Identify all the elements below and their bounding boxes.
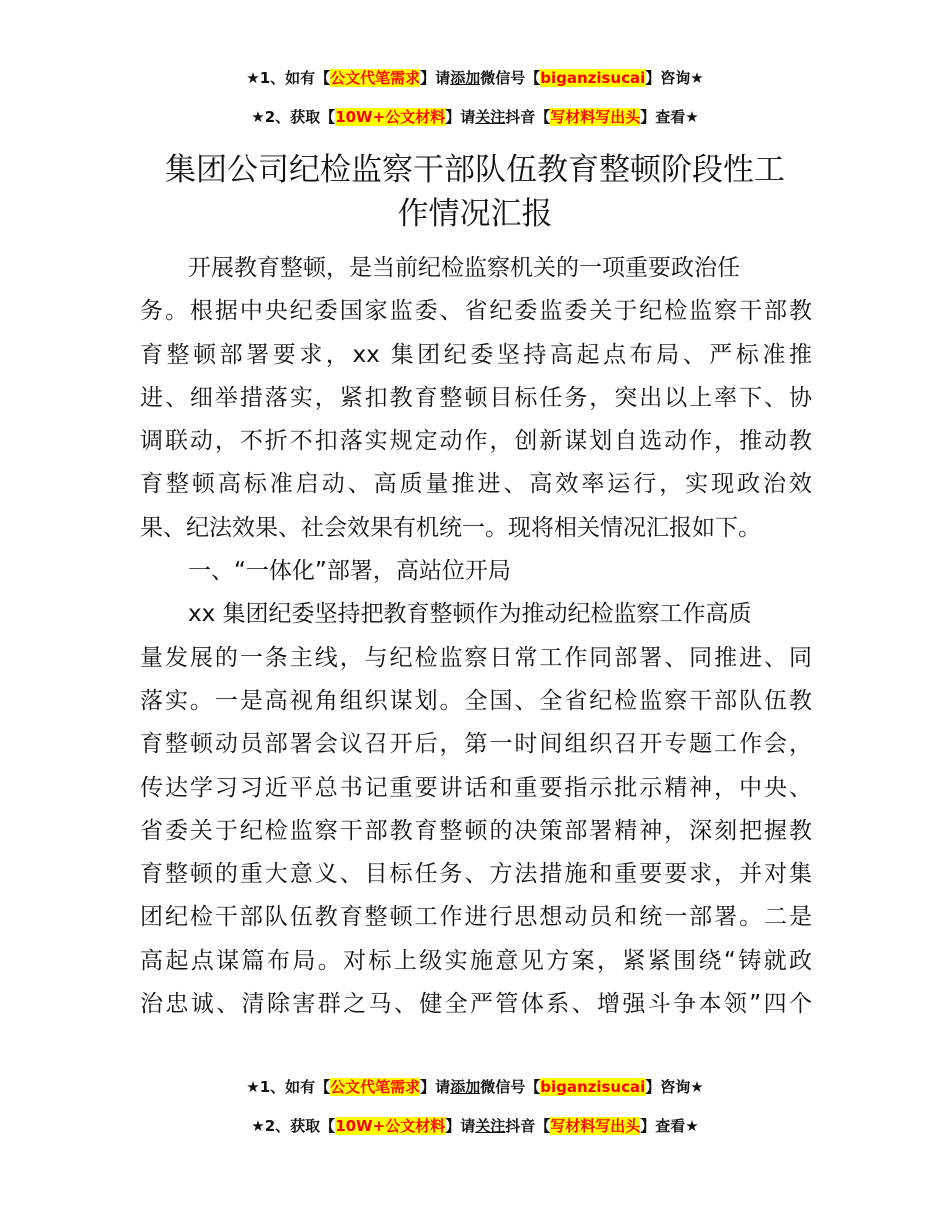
banner-underline-text: 关注 [475,1117,506,1135]
banner-highlight-wechat-id: biganzisucai [540,69,646,87]
banner-highlight-service: 公文代笔需求 [330,69,421,87]
body-line: 高起点谋篇布局。对标上级实施意见方案，紧紧围绕“铸就政 [140,947,812,974]
body-line: 省委关于纪检监察干部教育整顿的决策部署精神，深刻把握教 [140,817,812,844]
banner-highlight-douyin-id: 写材料写出头 [550,108,641,126]
body-line: 开展教育整顿，是当前纪检监察机关的一项重要政治任 [188,255,740,281]
banner-underline-text: 添加 [450,1078,481,1096]
banner-text: 抖音【 [505,1117,551,1135]
banner-highlight-service: 公文代笔需求 [330,1078,421,1096]
body-line: 治忠诚、清除害群之马、健全严管体系、增强斗争本领”四个 [140,991,812,1018]
body-line: xx 集团纪委坚持把教育整顿作为推动纪检监察工作高质 [188,601,752,628]
banner-text: 】请 [445,108,476,126]
top-banner-line-2 [0,107,950,127]
body-line: 育整顿部署要求，xx 集团纪委坚持高起点布局、严标准推 [140,341,812,368]
banner-suffix: 】咨询★ [645,69,704,87]
banner-text: 微信号【 [480,1078,541,1096]
body-line: 育整顿高标准启动、高质量推进、高效率运行，实现政治效 [140,471,812,498]
body-line: 务。根据中央纪委国家监委、省纪委监委关于纪检监察干部教 [140,298,812,325]
banner-highlight-douyin-id: 写材料写出头 [550,1117,641,1135]
body-line: 落实。一是高视角组织谋划。全国、全省纪检监察干部队伍教 [140,687,812,714]
title-line: 作情况汇报 [397,196,553,232]
banner-suffix: 】咨询★ [645,1078,704,1096]
banner-prefix: ★2、获取【 [251,108,336,126]
banner-highlight-wechat-id: biganzisucai [540,1078,646,1096]
banner-prefix: ★1、如有【 [246,69,331,87]
body-line: 进、细举措落实，紧扣教育整顿目标任务，突出以上率下、协 [140,384,812,411]
banner-text: 微信号【 [480,69,541,87]
body-line: 调联动，不折不扣落实规定动作，创新谋划自选动作，推动教 [140,428,812,455]
document-body [140,247,812,1026]
bottom-banner-line-2 [0,1116,950,1136]
banner-prefix: ★2、获取【 [251,1117,336,1135]
document-title [140,148,810,236]
body-line: 团纪检干部队伍教育整顿工作进行思想动员和统一部署。二是 [140,904,812,931]
banner-underline-text: 添加 [450,69,481,87]
title-line: 集团公司纪检监察干部队伍教育整顿阶段性工 [165,152,785,188]
body-line: 果、纪法效果、社会效果有机统一。现将相关情况汇报如下。 [140,514,761,541]
banner-text: 】请 [445,1117,476,1135]
section-heading: 一、“一体化”部署，高站位开局 [188,558,511,585]
banner-text: 抖音【 [505,108,551,126]
banner-prefix: ★1、如有【 [246,1078,331,1096]
banner-highlight-materials: 10W+公文材料 [335,1117,446,1135]
body-line: 育整顿动员部署会议召开后，第一时间组织召开专题工作会， [140,731,812,758]
banner-suffix: 】查看★ [640,1117,699,1135]
top-banner-line-1 [0,68,950,88]
banner-underline-text: 关注 [475,108,506,126]
banner-suffix: 】查看★ [640,108,699,126]
banner-highlight-materials: 10W+公文材料 [335,108,446,126]
body-line: 育整顿的重大意义、目标任务、方法措施和重要要求，并对集 [140,861,812,888]
banner-text: 】请 [420,1078,451,1096]
banner-text: 】请 [420,69,451,87]
bottom-banner-line-1 [0,1077,950,1097]
body-line: 传达学习习近平总书记重要讲话和重要指示批示精神，中央、 [140,774,812,801]
body-line: 量发展的一条主线，与纪检监察日常工作同部署、同推进、同 [140,644,812,671]
